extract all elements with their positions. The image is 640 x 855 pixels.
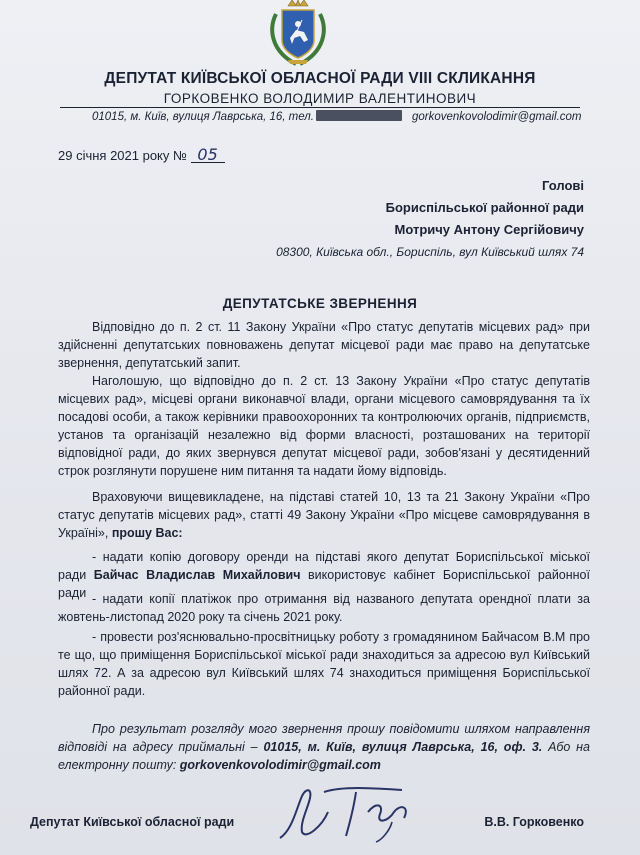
letterhead-name: ГОРКОВЕНКО ВОЛОДИМИР ВАЛЕНТИНОВИЧ <box>163 91 477 106</box>
addressee-name: Мотричу Антону Сергійовичу <box>394 222 584 237</box>
request-item-3: - провести роз'яснювально-просвітницьку роботу з громадянином Байчасом В.М про те що, що приміщення Бориспільської міської ради знаходиться за адресою вул Київський шлях 72. А за адресою вул Київський шлях 74 знаходиться приміщення Бориспільської районної ради. <box>58 630 590 698</box>
document-title: ДЕПУТАТСЬКЕ ЗВЕРНЕННЯ <box>222 296 418 311</box>
paragraph-request-intro <box>58 488 590 542</box>
closing-paragraph <box>58 720 590 774</box>
letterhead-title: ДЕПУТАТ КИЇВСЬКОЇ ОБЛАСНОЇ РАДИ VIII СКЛИКАННЯ <box>104 70 536 87</box>
signatory-name: В.В. Горковенко <box>484 815 584 829</box>
letter-date <box>58 145 225 164</box>
letter-number: 05 <box>191 148 225 163</box>
closing-text: Про результат розгляду мого звернення прошу повідомити шляхом направлення відповіді на адресу приймальні – <box>58 722 590 754</box>
kyiv-oblast-coat-of-arms-icon <box>266 0 330 66</box>
addressee-address: 08300, Київська обл., Бориспіль, вул Київський шлях 74 <box>276 245 584 259</box>
closing-address: 01015, м. Київ, вулиця Лаврська, 16, оф. 3. <box>257 740 543 754</box>
signatory-position: Депутат Київської обласної ради <box>30 815 235 829</box>
closing-email: gorkovenkovolodimir@gmail.com <box>176 758 381 772</box>
request-1-person: Байчас Владислав Михайлович <box>93 568 301 582</box>
letterhead-email: gorkovenkovolodimir@gmail.com <box>411 111 582 123</box>
paragraph-obligation: Наголошую, що відповідно до п. 2 ст. 13 Закону України «Про статус депутатів місцевих рад», місцеві органи виконавчої влади, органи місцевого самоврядування та їх посадові особи, а також керівники правоохоронних та контролюючих органів, підприємств, установ та організацій незалежно від форми власності, розташованих на території відповідної ради, до яких звернувся депутат місцевої ради, зобов'язані у десятиденний строк розглянути порушене ним питання та надати йому відповідь. <box>58 374 590 478</box>
addressee-organization: Бориспільської районної ради <box>385 200 584 215</box>
request-intro-colon: : <box>178 526 183 540</box>
letterhead-address: 01015, м. Київ, вулиця Лаврська, 16, тел. <box>92 111 314 123</box>
request-1-text: - надати копію договору оренди на підставі якого депутат Бориспільської міської ради <box>58 550 590 582</box>
request-item-2: - надати копії платіжок про отримання від названого депутата орендної плати за жовтень-листопад 2020 року та січень 2021 року. <box>58 592 590 624</box>
request-intro-text: Враховуючи вищевикладене, на підставі статей 10, 13 та 21 Закону України «Про статус депутатів місцевих рад», статті 49 Закону України «Про місцеве самоврядування в Україні», <box>58 490 590 540</box>
letterhead-contacts <box>92 110 582 123</box>
redacted-phone <box>316 110 402 121</box>
addressee-title: Голові <box>542 178 584 193</box>
paragraph-legal-basis: Відповідно до п. 2 ст. 11 Закону України «Про статус депутатів місцевих рад» при здійсненні депутатських повноважень депутат місцевої ради має право на депутатське звернення, депутатський запит. <box>58 320 590 370</box>
request-1-end: використовує кабінет Бориспільської районної ради <box>58 568 590 600</box>
handwritten-signature <box>272 782 442 844</box>
letterhead-divider <box>60 107 580 108</box>
closing-middle: Або на електронну пошту: <box>58 740 590 772</box>
date-text: 29 січня 2021 року № <box>58 148 187 163</box>
request-intro-bold: прошу Вас <box>108 526 179 540</box>
